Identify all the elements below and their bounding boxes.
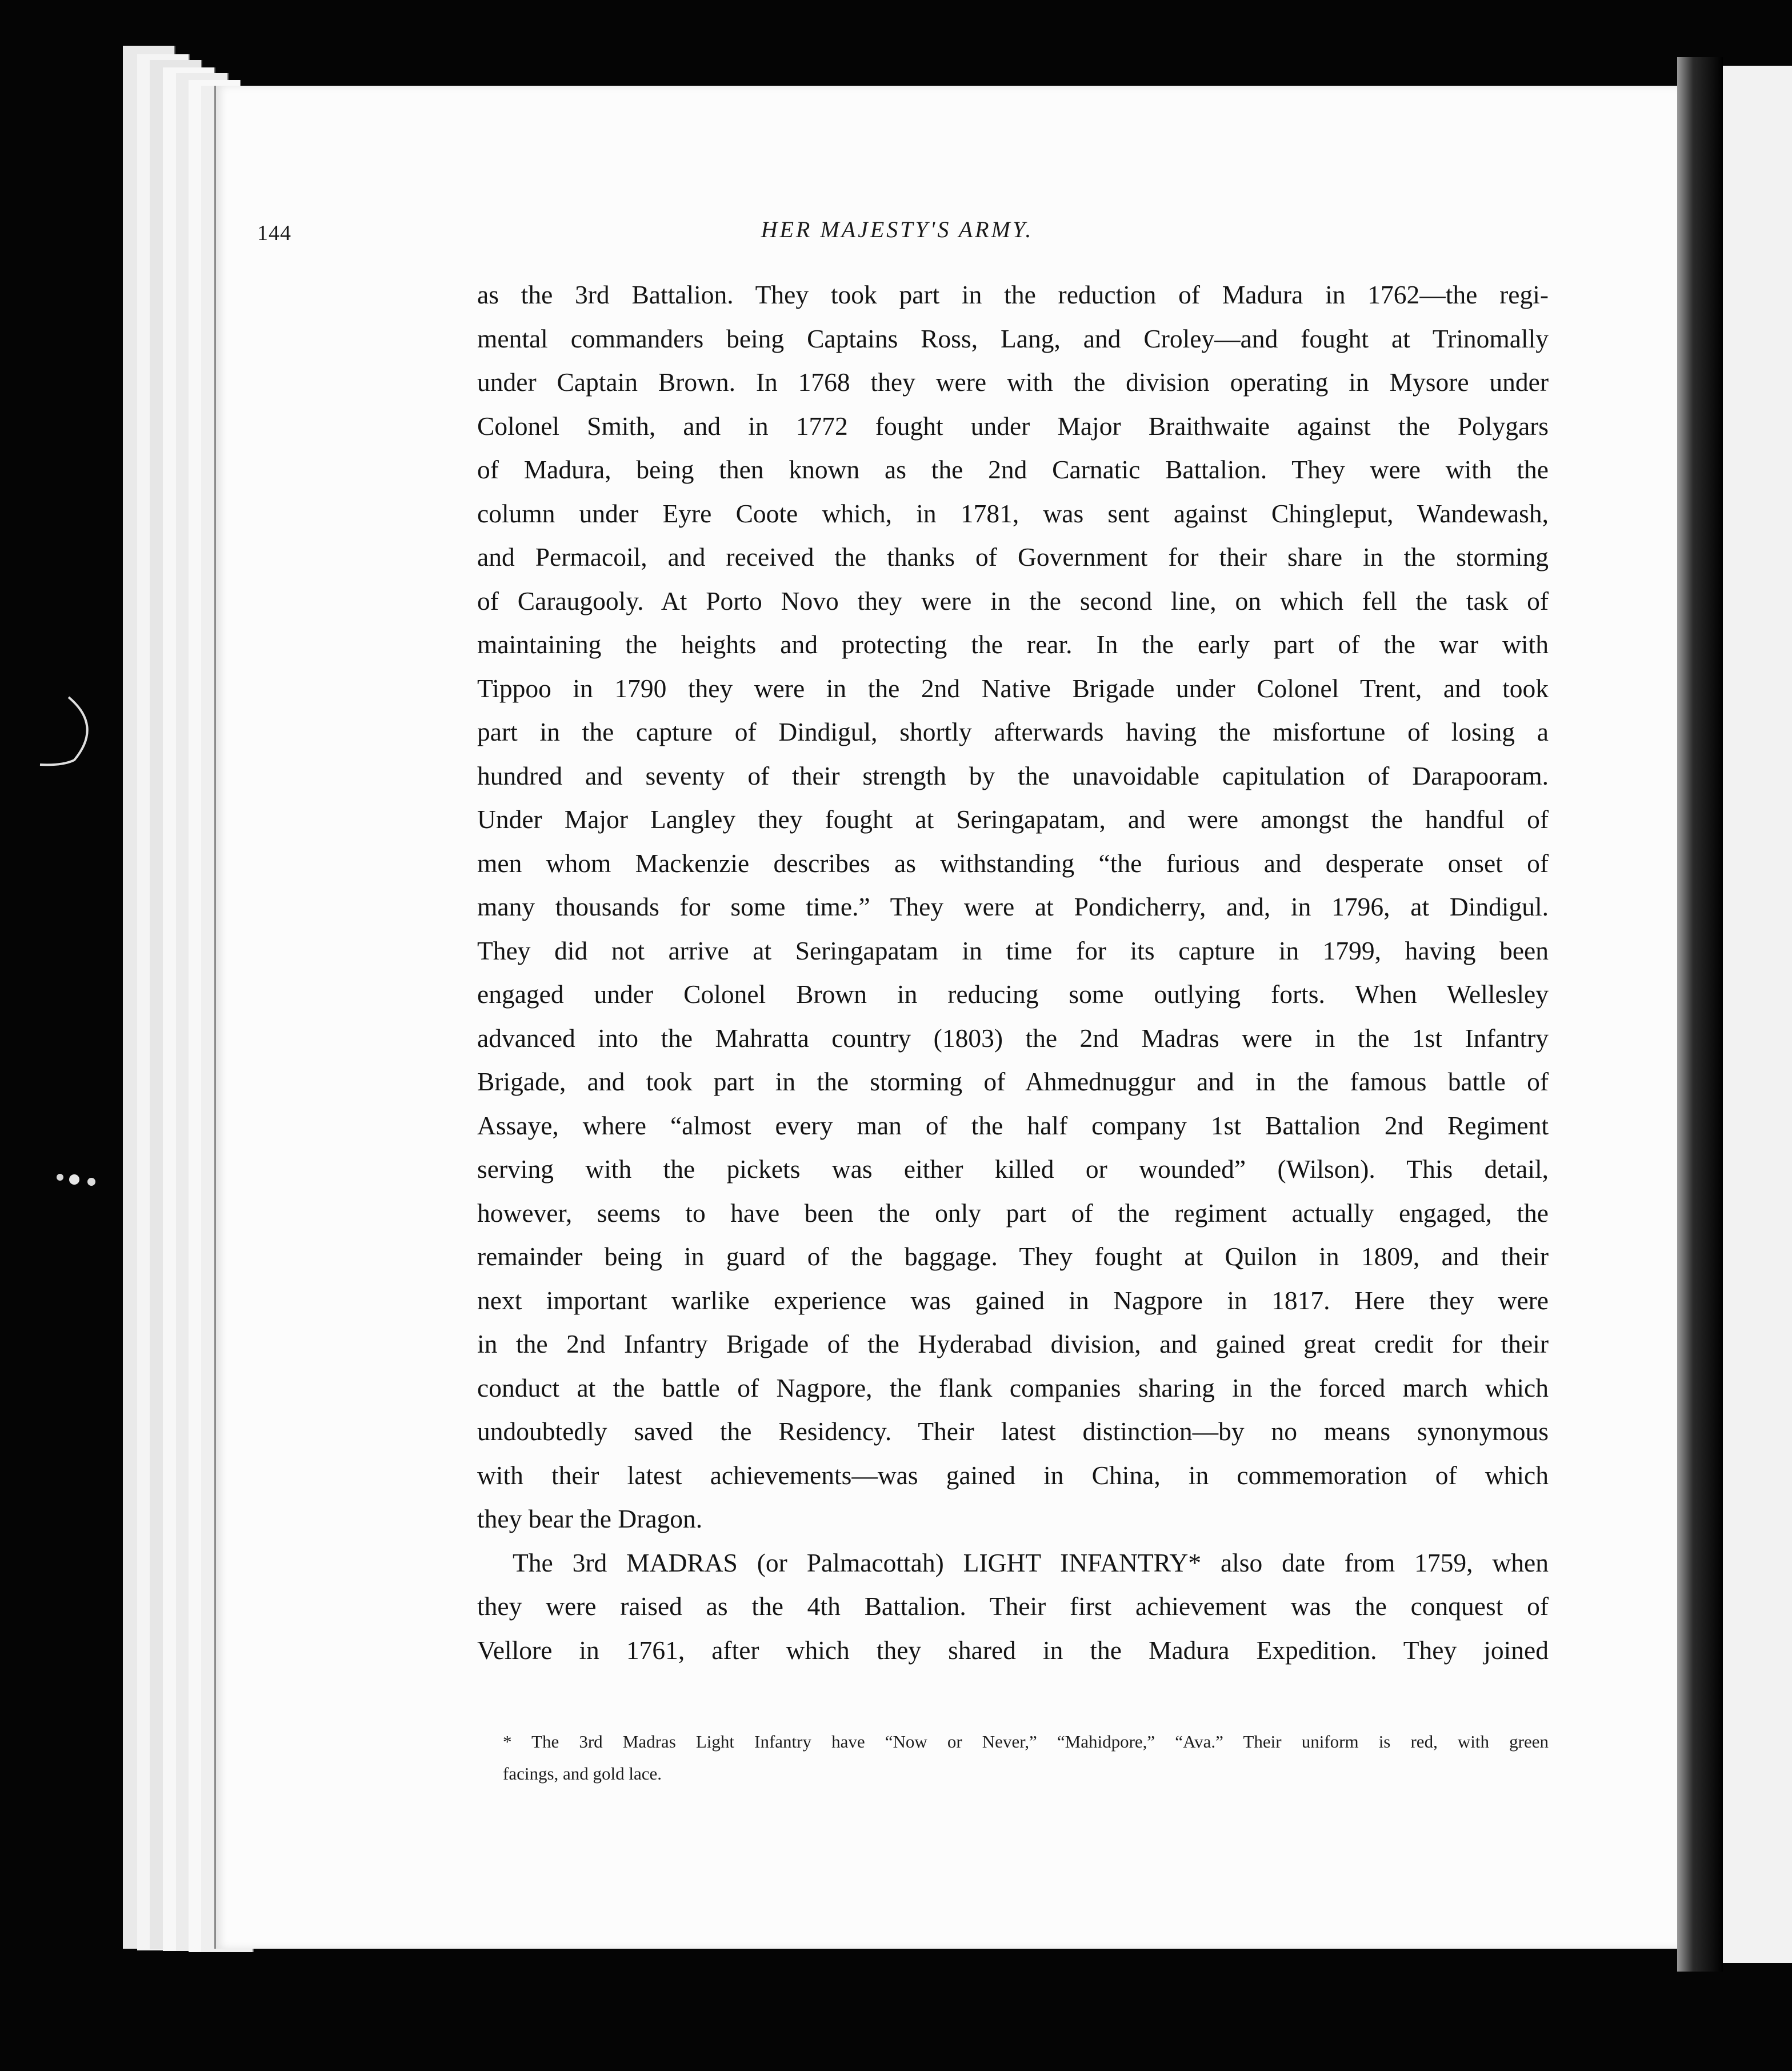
text-line: Vellore in 1761, after which they shared in the Madura Expedition. They joined	[477, 1635, 1549, 1665]
text-line: conduct at the battle of Nagpore, the flank companies sharing in the forced march which	[477, 1373, 1549, 1402]
text-line: Assaye, where “almost every man of the half company 1st Battalion 2nd Regiment	[477, 1110, 1549, 1140]
text-line: however, seems to have been the only part of the regiment actually engaged, the	[477, 1198, 1549, 1228]
facing-page-edge	[1723, 66, 1792, 1963]
text-line: men whom Mackenzie describes as withstanding “the furious and desperate onset of	[477, 848, 1549, 878]
margin-mark-dots	[51, 1166, 103, 1200]
text-line: next important warlike experience was gained in Nagpore in 1817. Here they were	[477, 1285, 1549, 1315]
text-line: of Caraugooly. At Porto Novo they were in the second line, on which fell the task of	[477, 586, 1549, 615]
text-line: Tippoo in 1790 they were in the 2nd Native Brigade under Colonel Trent, and took	[477, 673, 1549, 703]
body-text	[477, 273, 1549, 1672]
text-line: mental commanders being Captains Ross, Lang, and Croley—and fought at Trinomally	[477, 323, 1549, 353]
text-line: Colonel Smith, and in 1772 fought under Major Braithwaite against the Polygars	[477, 411, 1549, 441]
book-gutter	[1677, 57, 1723, 1972]
text-line: they bear the Dragon.	[477, 1504, 703, 1533]
text-line: in the 2nd Infantry Brigade of the Hyderabad division, and gained great credit for their	[477, 1329, 1549, 1358]
text-line: serving with the pickets was either killed or wounded” (Wilson). This detail,	[477, 1154, 1549, 1184]
page-number: 144	[257, 221, 291, 245]
text-line: advanced into the Mahratta country (1803) the 2nd Madras were in the 1st Infantry	[477, 1023, 1549, 1053]
text-line: They did not arrive at Seringapatam in time for its capture in 1799, having been	[477, 935, 1549, 965]
page-header	[257, 216, 1537, 250]
text-line: Brigade, and took part in the storming of Ahmednuggur and in the famous battle of	[477, 1067, 1549, 1096]
text-line: undoubtedly saved the Residency. Their latest distinction—by no means synonymous	[477, 1417, 1549, 1446]
text-line: and Permacoil, and received the thanks of Government for their share in the storming	[477, 542, 1549, 571]
text-line: hundred and seventy of their strength by the unavoidable capitulation of Darapooram.	[477, 761, 1549, 790]
margin-mark-curve	[34, 691, 97, 771]
footnote	[503, 1726, 1549, 1790]
text-line: column under Eyre Coote which, in 1781, was sent against Chingleput, Wandewash,	[477, 498, 1549, 528]
text-line: Under Major Langley they fought at Seringapatam, and were amongst the handful of	[477, 805, 1549, 834]
footnote-line: * The 3rd Madras Light Infantry have “Now or Never,” “Mahidpore,” “Ava.” Their uniform is red, with green	[503, 1732, 1549, 1752]
text-line: remainder being in guard of the baggage. They fought at Quilon in 1809, and their	[477, 1242, 1549, 1271]
text-line: they were raised as the 4th Battalion. Their first achievement was the conquest of	[477, 1592, 1549, 1621]
footnote-line: facings, and gold lace.	[503, 1764, 662, 1784]
text-line: with their latest achievements—was gained in China, in commemoration of which	[477, 1460, 1549, 1490]
text-line: of Madura, being then known as the 2nd Carnatic Battalion. They were with the	[477, 455, 1549, 484]
text-line: under Captain Brown. In 1768 they were with the division operating in Mysore under	[477, 367, 1549, 397]
text-line: The 3rd MADRAS (or Palmacottah) LIGHT INFANTRY* also date from 1759, when	[513, 1548, 1549, 1577]
text-line: part in the capture of Dindigul, shortly afterwards having the misfortune of losing a	[477, 717, 1549, 746]
text-line: maintaining the heights and protecting the rear. In the early part of the war with	[477, 630, 1549, 659]
text-line: many thousands for some time.” They were at Pondicherry, and, in 1796, at Dindigul.	[477, 892, 1549, 921]
running-title: HER MAJESTY'S ARMY.	[761, 217, 1034, 242]
text-line: as the 3rd Battalion. They took part in the reduction of Madura in 1762—the regi-	[477, 280, 1549, 309]
text-line: engaged under Colonel Brown in reducing some outlying forts. When Wellesley	[477, 979, 1549, 1009]
